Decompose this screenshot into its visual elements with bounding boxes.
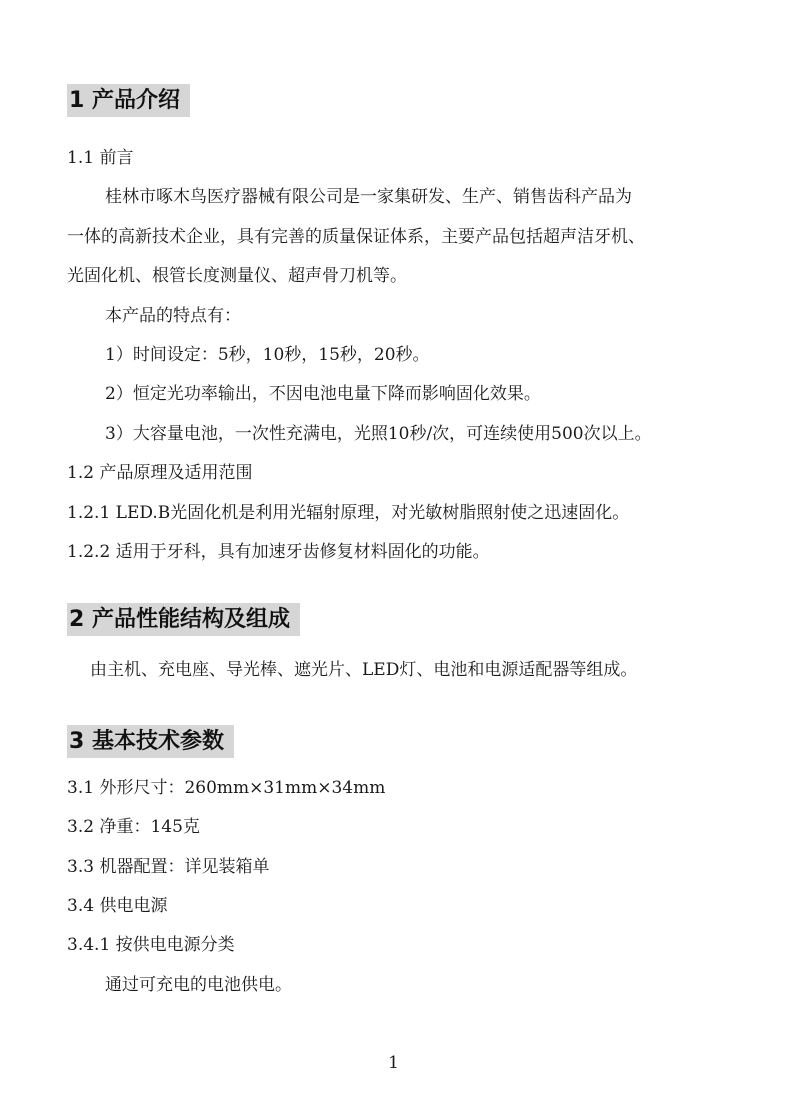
subsection-1-2-title: 1.2 产品原理及适用范围 [67,463,253,483]
intro-paragraph-line-3: 光固化机、根管长度测量仪、超声骨刀机等。 [67,266,407,286]
param-power-supply: 3.4 供电电源 [67,896,168,916]
composition-paragraph: 由主机、充电座、导光棒、遮光片、LED灯、电池和电源适配器等组成。 [90,660,638,680]
section-heading-2: 2 产品性能结构及组成 [67,603,300,636]
feature-item-3: 3）大容量电池，一次性充满电，光照10秒/次，可连续使用500次以上。 [105,424,652,444]
param-net-weight: 3.2 净重：145克 [67,817,200,837]
paragraph-1-2-2: 1.2.2 适用于牙科，具有加速牙齿修复材料固化的功能。 [67,542,490,562]
subsection-1-1-title: 1.1 前言 [67,148,134,168]
paragraph-1-2-1: 1.2.1 LED.B光固化机是利用光辐射原理，对光敏树脂照射使之迅速固化。 [67,503,630,523]
page-number: 1 [388,1053,399,1073]
section-heading-1: 1 产品介绍 [67,84,190,117]
intro-paragraph-line-1: 桂林市啄木鸟医疗器械有限公司是一家集研发、生产、销售齿科产品为 [105,187,632,207]
power-supply-text: 通过可充电的电池供电。 [105,975,292,995]
feature-item-2: 2）恒定光功率输出，不因电池电量下降而影响固化效果。 [105,384,541,404]
param-configuration: 3.3 机器配置：详见装箱单 [67,857,270,877]
features-title: 本产品的特点有： [105,306,241,326]
param-dimensions: 3.1 外形尺寸：260mm×31mm×34mm [67,778,386,798]
feature-item-1: 1）时间设定：5秒，10秒，15秒，20秒。 [105,345,430,365]
intro-paragraph-line-2: 一体的高新技术企业，具有完善的质量保证体系，主要产品包括超声洁牙机、 [67,227,645,247]
section-heading-3: 3 基本技术参数 [67,725,234,758]
param-power-classification: 3.4.1 按供电电源分类 [67,935,235,955]
